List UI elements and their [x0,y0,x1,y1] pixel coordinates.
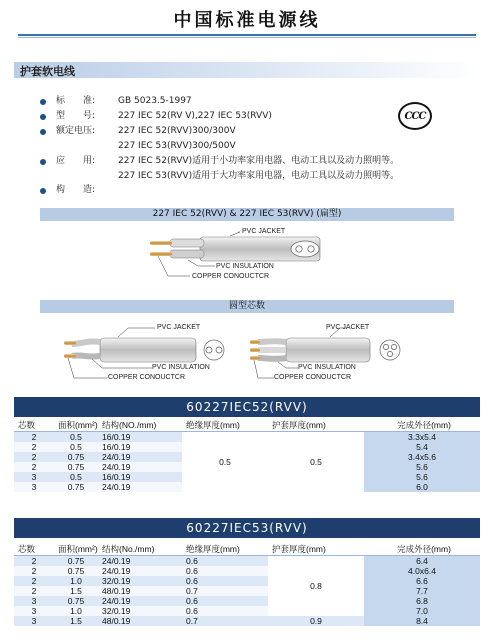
cell-insulation: 0.7 [182,616,268,626]
cell-area: 0.5 [54,442,98,452]
cell-outer-diameter: 3.4x5.6 [364,452,480,462]
bullet-icon [40,99,46,105]
cell-area: 0.75 [54,596,98,606]
cell-cores: 2 [14,576,54,586]
label-pvc-jacket-left: PVC JACKET [157,324,201,331]
bullet-icon [40,188,46,194]
cell-area: 0.5 [54,432,98,443]
cell-sheath: 0.5 [268,432,364,493]
cell-cores: 2 [14,586,54,596]
title-divider [18,34,476,36]
diagram-flat-title: 227 IEC 52(RVV) & 227 IEC 53(RVV) (扁型) [40,208,454,221]
cell-insulation: 0.5 [182,432,268,493]
cell-cores: 2 [14,462,54,472]
label-copper-conductor-right: COPPER CONOUCTCR [274,374,352,381]
label-copper-conductor-left: COPPER CONOUCTCR [108,374,186,381]
section-title: 护套软电线 [20,65,75,78]
cell-outer-diameter: 3.3x5.4 [364,432,480,443]
spec-value: 227 IEC 52(RVV)300/300V [118,126,236,136]
cell-outer-diameter: 5.6 [364,472,480,482]
cell-cores: 3 [14,606,54,616]
cell-insulation: 0.6 [182,606,268,616]
cell-sheath: 0.9 [268,616,364,626]
ccc-logo-text: CCC [404,110,426,122]
ccc-certification-logo [398,102,432,130]
spec-label: 型 号: [56,111,96,121]
label-pvc-jacket-right: PVC JACKET [326,324,370,331]
cell-cores: 2 [14,566,54,576]
table-row [14,556,480,567]
bullet-icon [40,129,46,135]
col-outer-diameter: 完成外径(mm) [364,543,480,556]
cell-structure: 16/0.19 [98,432,182,443]
spec-label: 构 造: [56,185,96,195]
table-60227iec52 [14,419,480,492]
table-53-title: 60227IEC53(RVV) [14,518,480,538]
cell-area: 0.5 [54,472,98,482]
cell-area: 1.5 [54,586,98,596]
cell-area: 0.75 [54,566,98,576]
spec-construction [56,184,118,197]
spec-label: 标 准: [56,96,96,106]
cell-structure: 16/0.19 [98,442,182,452]
spec-rated-voltage [56,125,236,138]
table-header-row [14,419,480,432]
spec-model [56,110,272,123]
cell-structure: 32/0.19 [98,606,182,616]
cell-structure: 24/0.19 [98,482,182,492]
cell-outer-diameter: 5.6 [364,462,480,472]
title-divider-thin [18,37,476,38]
bullet-icon [40,159,46,165]
cell-cores: 2 [14,442,54,452]
cell-cores: 3 [14,596,54,606]
table-row [14,432,480,443]
cell-cores: 2 [14,556,54,567]
cell-cores: 2 [14,452,54,462]
cell-area: 0.75 [54,556,98,567]
round-cable-diagram [0,314,494,388]
cell-outer-diameter: 8.4 [364,616,480,626]
cell-outer-diameter: 6.8 [364,596,480,606]
cell-area: 1.5 [54,616,98,626]
cell-area: 0.75 [54,452,98,462]
cell-outer-diameter: 4.0x6.4 [364,566,480,576]
col-structure: 结构(NO./mm) [98,419,182,432]
cell-outer-diameter: 5.4 [364,442,480,452]
cell-outer-diameter: 7.0 [364,606,480,616]
cell-sheath: 0.8 [268,556,364,617]
cell-outer-diameter: 6.4 [364,556,480,567]
col-insulation: 绝缘厚度(mm) [182,419,268,432]
col-sheath: 护套厚度(mm) [268,419,364,432]
cell-structure: 48/0.19 [98,586,182,596]
label-pvc-insulation: PVC INSULATION [216,263,274,270]
cell-structure: 16/0.19 [98,472,182,482]
label-pvc-insulation-right: PVC INSULATION [298,364,356,371]
cell-structure: 32/0.19 [98,576,182,586]
cell-insulation: 0.6 [182,576,268,586]
table-52-title: 60227IEC52(RVV) [14,397,480,417]
table-header-row [14,543,480,556]
cell-structure: 24/0.19 [98,452,182,462]
table-row [14,586,480,596]
cell-structure: 24/0.19 [98,596,182,606]
col-cores: 芯数 [14,419,54,432]
cell-area: 1.0 [54,606,98,616]
table-row [14,616,480,626]
spec-value: 227 IEC 53(RVV)适用于大功率家用电器，电动工具以及动力照明等。 [118,171,400,181]
spec-value: GB 5023.5-1997 [118,96,192,106]
label-copper-conductor: COPPER CONOUCTCR [192,273,270,280]
label-pvc-insulation-left: PVC INSULATION [152,364,210,371]
label-pvc-jacket: PVC JACKET [242,228,286,235]
spec-application [56,155,399,168]
cell-insulation: 0.6 [182,556,268,567]
table-row [14,576,480,586]
table-row [14,566,480,576]
cell-insulation: 0.6 [182,596,268,606]
col-insulation: 绝缘厚度(mm) [182,543,268,556]
col-cores: 芯数 [14,543,54,556]
section-header [14,62,480,78]
cell-outer-diameter: 6.6 [364,576,480,586]
col-area: 面积(mm²) [54,543,98,556]
spec-label: 额定电压: [56,126,96,136]
cell-insulation: 0.6 [182,566,268,576]
table-60227iec53 [14,543,480,626]
table-row [14,596,480,606]
spec-value: 227 IEC 52(RV V),227 IEC 53(RVV) [118,111,272,121]
cell-area: 1.0 [54,576,98,586]
spec-value: 227 IEC 53(RVV)300/500V [118,141,236,151]
cell-cores: 3 [14,616,54,626]
table-row [14,606,480,616]
cell-structure: 48/0.19 [98,616,182,626]
cell-area: 0.75 [54,482,98,492]
cell-area: 0.75 [54,462,98,472]
cell-outer-diameter: 7.7 [364,586,480,596]
page-title: 中国标准电源线 [173,10,321,31]
cell-cores: 2 [14,432,54,443]
bullet-icon [40,114,46,120]
col-area: 面积(mm²) [54,419,98,432]
cell-outer-diameter: 6.0 [364,482,480,492]
cell-cores: 3 [14,482,54,492]
spec-label: 应 用: [56,156,96,166]
col-structure: 结构(No./mm) [98,543,182,556]
cell-cores: 3 [14,472,54,482]
cell-structure: 24/0.19 [98,556,182,567]
cell-insulation: 0.7 [182,586,268,596]
spec-standard [56,95,192,108]
cell-structure: 24/0.19 [98,566,182,576]
spec-value: 227 IEC 52(RVV)适用于小功率家用电器、电动工具以及动力照明等。 [118,156,400,166]
col-outer-diameter: 完成外径(mm) [364,419,480,432]
diagram-round-title: 圆型芯数 [40,300,454,313]
col-sheath: 护套厚度(mm) [268,543,364,556]
cell-structure: 24/0.19 [98,462,182,472]
